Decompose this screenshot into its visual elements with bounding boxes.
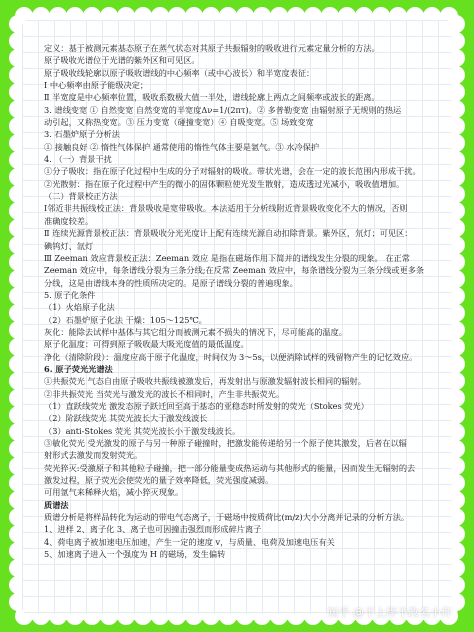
document-line: Zeeman 效应中，每条谱线分裂为三条分线;在反常 Zeeman 效应中，每条谱线分裂为三条分线或更多条 [44, 265, 425, 276]
document-line: ②光散射：指在原子化过程中产生的微小的固体颗粒使光发生散射，造成透过光减小，吸收值增加。 [44, 178, 405, 189]
document-line: 原子化温度：可得到原子吸收最大吸光度值的最低温度。 [44, 339, 249, 350]
document-line: Ⅱ 半宽度是中心频率位置，吸收系数极大值一半处，谱线轮廓上两点之间频率或波长的距离。 [44, 92, 380, 103]
watermark: 知乎 @不上岸不改名小许 [327, 606, 452, 619]
note-card [22, 20, 452, 614]
document-line: ①共振荧光 气态自由原子吸收共振线被激发后，再发射出与原激发辐射波长相同的辐射。 [44, 376, 366, 387]
document-line: （1）直跃线荧光 激发态原子跃迁回至高于基态的亚稳态时所发射的荧光（Stokes 荧光） [44, 400, 369, 411]
document-body [44, 42, 432, 560]
document-line: 激发过程，原子荧光会使荧光的量子效率降低，荧光强度减弱。 [44, 475, 274, 486]
document-line: （2）阶跃线荧光 其荧光波长大于激发线波长 [44, 413, 208, 424]
document-line: 4. （一）背景干扰 [44, 154, 112, 165]
document-line: 分线，这是由谱线本身的性质所决定的。是原子谱线分裂的普遍现象。 [44, 277, 298, 288]
document-line: （二）背景校正方法 [44, 191, 118, 202]
document-line: （3）anti-Stokes 荧光 其荧光波长小于激发线波长。 [44, 425, 241, 436]
document-line: 动引起，又称热变宽。③ 压力变宽（碰撞变宽）④ 自吸变宽。⑤ 场致变宽 [44, 117, 314, 128]
document-line: Ⅱ 连续光源背景校正法：背景吸收分光光度计上配有连续光源自动扣除背景。紫外区，氘灯；可见区： [44, 228, 413, 239]
document-line: ①分子吸收：指在原子化过程中生成的分子对辐射的吸收。带状光谱，会在一定的波长范围内形成干扰。 [44, 166, 421, 177]
document-line: Ⅰ邻近非共振线校正法：背景吸收是宽带吸收。本法适用于分析线附近背景吸收变化不大的情况，否则 [44, 203, 408, 214]
document-line: 5. 原子化条件 [44, 289, 96, 300]
document-line: 4、荷电离子被加速电压加速，产生一定的速度 v，与质量、电荷及加速电压有关 [44, 536, 335, 547]
document-line: ②非共振荧光 当荧光与激发光的波长不相同时，产生非共振荧光。 [44, 388, 285, 399]
document-line: 碘钨灯、氙灯 [44, 240, 94, 251]
document-line: 6. 原子荧光光谱法 [44, 363, 113, 374]
document-line: 准确度较差。 [44, 215, 94, 226]
document-line: 净化（清除阶段）：温度应高于原子化温度，时间仅为 3～5s，以便消除试样的残留物产生的记忆效应。 [44, 351, 418, 362]
document-line: 荧光猝灭:受激原子和其他粒子碰撞，把一部分能量变成热运动与其他形式的能量，因而发生无辐射的去 [44, 462, 416, 473]
document-line: 可用氩气来稀释火焰，减小猝灭现象。 [44, 487, 184, 498]
document-line: 原子吸收光谱位于光谱的紫外区和可见区。 [44, 55, 200, 66]
document-line: 定义：基于被测元素基态原子在蒸气状态对其原子共振辐射的吸收进行元素定量分析的方法。 [44, 43, 380, 53]
document-line: 3. 石墨炉原子分析法 [44, 129, 120, 140]
document-line: 1、进样 2、离子化 3、离子也可因撞击强烈而形成碎片离子 [44, 524, 262, 535]
grid-paper [22, 20, 452, 614]
document-line: 5、加速离子进入一个强度为 H 的磁场，发生偏转 [44, 549, 226, 560]
document-line: Ⅲ Zeeman 效应背景校正法：Zeeman 效应 是指在磁场作用下简并的谱线发生分裂的现象。 在正常 [44, 252, 410, 263]
document-line: （2）石墨炉原子化法 干燥：105～125℃。 [44, 314, 207, 325]
document-line: 原子吸收线轮廓以原子吸收谱线的中心频率（或中心波长）和半宽度表征： [44, 67, 315, 78]
document-line: ③敏化荧光 受光激发的原子与另一种原子碰撞时，把激发能传递给另一个原子使其激发，后者在以辐 [44, 438, 407, 448]
document-line: Ⅰ 中心频率由原子能级决定； [44, 80, 149, 91]
document-line: 质谱法 [44, 499, 69, 510]
document-line: （1）火焰原子化法 [44, 302, 115, 313]
document-line: 灰化：能除去试样中基体与其它组分而被测元素不损失的情况下，尽可能高的温度。 [44, 326, 347, 337]
document-line: 质谱分析是将样品转化为运动的带电气态离子，于磁场中按质荷比(m/z)大小分离并记录的分析方法。 [44, 512, 410, 523]
document-line: 3. 谱线变宽 ① 自然变宽 自然变宽的半宽度Δν=1/(2πτ)。② 多普勒变宽 由辐射原子无规则的热运 [44, 104, 402, 115]
document-line: ① 接触良好 ② 惰性气体保护 通常使用的惰性气体主要是氩气。③ 水冷保护 [44, 141, 320, 152]
document-line: 射形式去激发而发射荧光。 [44, 450, 143, 461]
